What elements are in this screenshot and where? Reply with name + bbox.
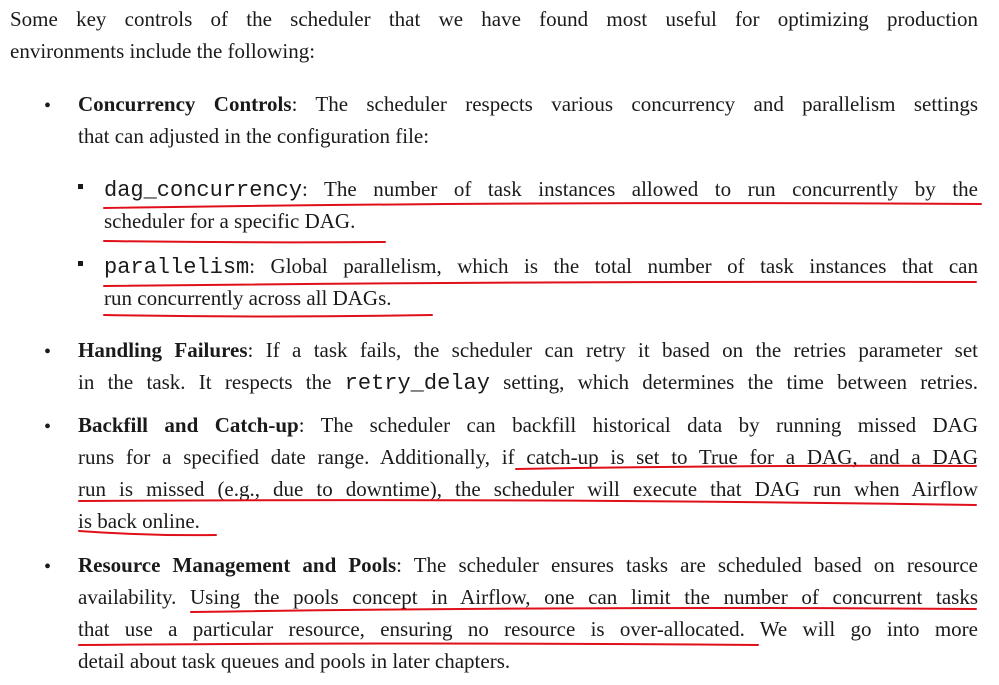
failures-title: Handling Failures (78, 338, 248, 362)
resources-line-4: detail about task queues and pools in later chapters. (78, 649, 511, 673)
resources-line-1 (78, 555, 978, 576)
backfill-title: Backfill and Catch-up (78, 413, 299, 437)
resources-line-2: availability. Using the pools concept in Airflow, one can limit the number of concurrent tasks (78, 585, 978, 609)
bullet-failures: • (44, 341, 52, 363)
dag-concurrency-line-1 (104, 179, 978, 202)
backfill-line-3: run is missed (e.g., due to downtime), the scheduler will execute that DAG run when Airflow (78, 477, 978, 501)
underline-dag-concurrency-2 (104, 241, 385, 242)
concurrency-title: Concurrency Controls (78, 92, 292, 116)
failures-line-2 (78, 372, 978, 395)
backfill-line-4: is back online. (78, 509, 200, 533)
concurrency-text-1: : The scheduler respects various concurrency and parallelism settings (291, 92, 978, 116)
resources-text-1: : The scheduler ensures tasks are scheduled based on resource (396, 553, 978, 577)
parallelism-text-1: : Global parallelism, which is the total number of task instances that can (249, 254, 978, 278)
dag-concurrency-text-1: : The number of task instances allowed to run concurrently by the (302, 177, 978, 201)
square-bullet-parallelism (78, 261, 83, 266)
retry-delay-code: retry_delay (344, 371, 490, 396)
bullet-concurrency: • (44, 95, 52, 117)
underline-dag-concurrency-1 (104, 203, 981, 208)
underline-resources-2 (79, 644, 758, 646)
concurrency-line-1 (78, 94, 978, 115)
backfill-line-2: runs for a specified date range. Additionally, if catch-up is set to True for a DAG, and a DAG (78, 445, 978, 469)
bullet-resources: • (44, 556, 52, 578)
failures-line-1 (78, 340, 978, 361)
parallelism-code: parallelism (104, 255, 250, 280)
failures-text-2a: in the task. It respects the (78, 370, 345, 394)
failures-text-1: : If a task fails, the scheduler can retry it based on the retries parameter set (247, 338, 978, 362)
parallelism-line-2: run concurrently across all DAGs. (104, 286, 392, 310)
failures-text-2b: setting, which determines the time between retries. (489, 370, 978, 394)
backfill-text-1: : The scheduler can backfill historical data by running missed DAG (298, 413, 978, 437)
dag-concurrency-line-2: scheduler for a specific DAG. (104, 209, 356, 233)
intro-line-1: Some key controls of the scheduler that we have found most useful for optimizing production (10, 7, 978, 31)
parallelism-line-1 (104, 256, 978, 279)
underline-parallelism-2 (104, 315, 432, 317)
concurrency-line-2: that can adjusted in the configuration file: (78, 124, 430, 148)
square-bullet-dag-concurrency (78, 184, 83, 189)
dag-concurrency-code: dag_concurrency (104, 178, 303, 203)
resources-title: Resource Management and Pools (78, 553, 397, 577)
resources-line-3: that use a particular resource, ensuring no resource is over-allocated. We will go into more (78, 617, 978, 641)
intro-line-2: environments include the following: (10, 39, 316, 63)
bullet-backfill: • (44, 416, 52, 438)
backfill-line-1 (78, 415, 978, 436)
